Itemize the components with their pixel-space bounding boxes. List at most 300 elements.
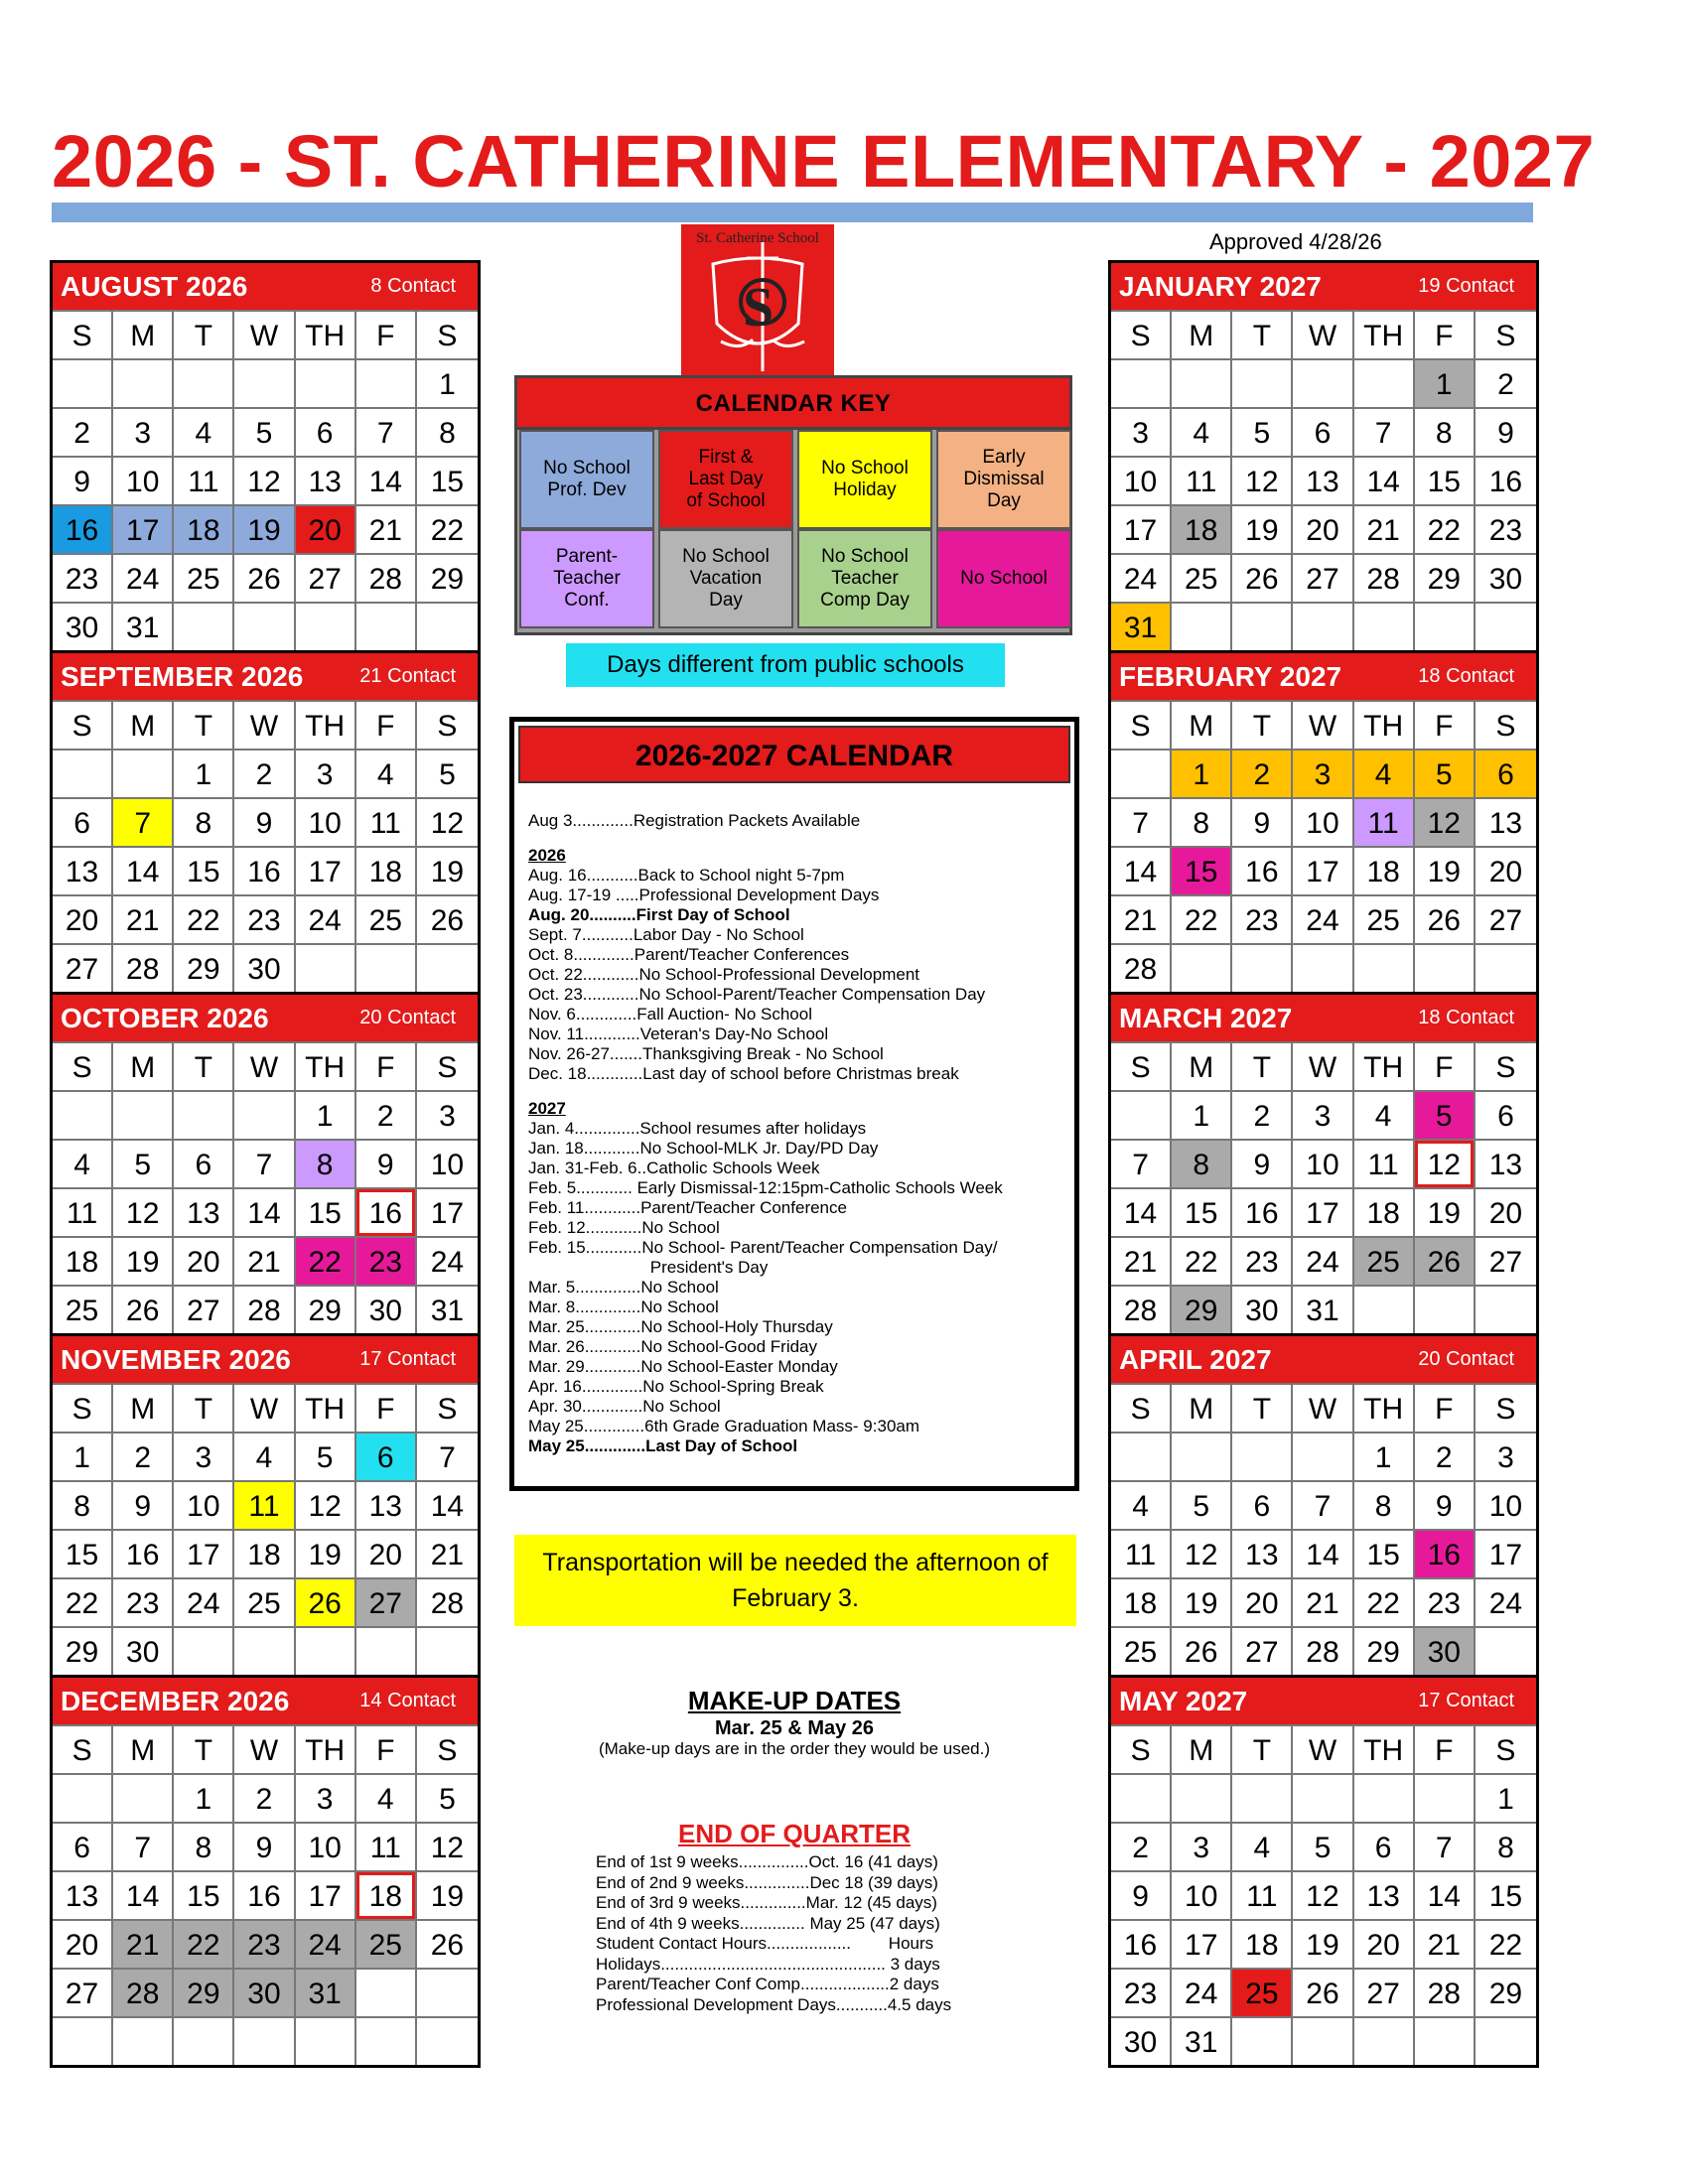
day-cell[interactable]: 21 [1111,1236,1172,1285]
day-cell[interactable]: 3 [1476,1432,1536,1480]
day-cell[interactable]: 16 [234,1870,295,1919]
day-cell[interactable]: 12 [1415,1139,1476,1187]
day-cell[interactable]: 8 [296,1139,356,1187]
day-cell[interactable]: 27 [53,1968,113,2016]
day-cell[interactable]: 13 [1476,797,1536,846]
day-cell[interactable]: 5 [1415,749,1476,797]
day-cell[interactable]: 14 [234,1187,295,1236]
day-cell[interactable]: 24 [1111,553,1172,602]
day-cell[interactable]: 16 [1111,1919,1172,1968]
day-cell[interactable]: 9 [53,456,113,504]
day-cell[interactable]: 19 [234,504,295,553]
day-cell[interactable]: 28 [1293,1626,1353,1675]
day-cell[interactable]: 29 [1415,553,1476,602]
day-cell[interactable]: 21 [1293,1577,1353,1626]
day-cell[interactable]: 13 [1293,456,1353,504]
day-cell[interactable]: 8 [1354,1480,1415,1529]
day-cell[interactable]: 15 [174,846,234,894]
day-cell[interactable]: 20 [1476,846,1536,894]
day-cell[interactable]: 20 [1354,1919,1415,1968]
day-cell[interactable]: 21 [113,894,174,943]
day-cell[interactable]: 8 [1476,1822,1536,1870]
day-cell[interactable]: 16 [113,1529,174,1577]
day-cell[interactable]: 27 [296,553,356,602]
day-cell[interactable]: 29 [296,1285,356,1333]
day-cell[interactable]: 11 [1354,797,1415,846]
day-cell[interactable]: 11 [1172,456,1232,504]
day-cell[interactable]: 29 [1354,1626,1415,1675]
day-cell[interactable]: 17 [296,1870,356,1919]
day-cell[interactable]: 18 [1354,846,1415,894]
day-cell[interactable]: 8 [53,1480,113,1529]
day-cell[interactable]: 29 [174,1968,234,2016]
day-cell[interactable]: 31 [296,1968,356,2016]
day-cell[interactable]: 21 [1111,894,1172,943]
day-cell[interactable]: 13 [53,1870,113,1919]
day-cell[interactable]: 15 [1476,1870,1536,1919]
day-cell[interactable]: 31 [113,602,174,650]
day-cell[interactable]: 18 [53,1236,113,1285]
day-cell[interactable]: 9 [1415,1480,1476,1529]
day-cell[interactable]: 22 [296,1236,356,1285]
day-cell[interactable]: 8 [417,407,478,456]
day-cell[interactable]: 27 [1293,553,1353,602]
day-cell[interactable]: 21 [1415,1919,1476,1968]
day-cell[interactable]: 12 [417,797,478,846]
day-cell[interactable]: 22 [1172,1236,1232,1285]
day-cell[interactable]: 21 [113,1919,174,1968]
day-cell[interactable]: 15 [1172,846,1232,894]
day-cell[interactable]: 1 [53,1432,113,1480]
day-cell[interactable]: 25 [234,1577,295,1626]
day-cell[interactable]: 17 [1293,1187,1353,1236]
day-cell[interactable]: 3 [1293,749,1353,797]
day-cell[interactable]: 4 [1111,1480,1172,1529]
day-cell[interactable]: 2 [113,1432,174,1480]
day-cell[interactable]: 15 [296,1187,356,1236]
day-cell[interactable]: 12 [1172,1529,1232,1577]
day-cell[interactable]: 28 [234,1285,295,1333]
day-cell[interactable]: 25 [356,894,417,943]
day-cell[interactable]: 19 [1415,1187,1476,1236]
day-cell[interactable]: 25 [1354,894,1415,943]
day-cell[interactable]: 5 [1415,1090,1476,1139]
day-cell[interactable]: 24 [113,553,174,602]
day-cell[interactable]: 10 [1293,1139,1353,1187]
day-cell[interactable]: 24 [174,1577,234,1626]
day-cell[interactable]: 2 [53,407,113,456]
day-cell[interactable]: 5 [1172,1480,1232,1529]
day-cell[interactable]: 14 [356,456,417,504]
day-cell[interactable]: 7 [1293,1480,1353,1529]
day-cell[interactable]: 9 [113,1480,174,1529]
day-cell[interactable]: 17 [296,846,356,894]
day-cell[interactable]: 10 [174,1480,234,1529]
day-cell[interactable]: 11 [356,797,417,846]
day-cell[interactable]: 30 [113,1626,174,1675]
day-cell[interactable]: 11 [174,456,234,504]
day-cell[interactable]: 17 [1111,504,1172,553]
day-cell[interactable]: 6 [1476,1090,1536,1139]
day-cell[interactable]: 26 [1415,894,1476,943]
day-cell[interactable]: 16 [356,1187,417,1236]
day-cell[interactable]: 18 [1172,504,1232,553]
day-cell[interactable]: 26 [1293,1968,1353,2016]
day-cell[interactable]: 29 [1172,1285,1232,1333]
day-cell[interactable]: 5 [417,1773,478,1822]
day-cell[interactable]: 11 [53,1187,113,1236]
day-cell[interactable]: 21 [356,504,417,553]
day-cell[interactable]: 1 [1476,1773,1536,1822]
day-cell[interactable]: 14 [113,1870,174,1919]
day-cell[interactable]: 30 [234,1968,295,2016]
day-cell[interactable]: 4 [1172,407,1232,456]
day-cell[interactable]: 14 [417,1480,478,1529]
day-cell[interactable]: 28 [1354,553,1415,602]
day-cell[interactable]: 10 [1111,456,1172,504]
day-cell[interactable]: 30 [356,1285,417,1333]
day-cell[interactable]: 6 [1354,1822,1415,1870]
day-cell[interactable]: 28 [1415,1968,1476,2016]
day-cell[interactable]: 8 [1415,407,1476,456]
day-cell[interactable]: 13 [174,1187,234,1236]
day-cell[interactable]: 18 [1232,1919,1293,1968]
day-cell[interactable]: 3 [1293,1090,1353,1139]
day-cell[interactable]: 6 [356,1432,417,1480]
day-cell[interactable]: 17 [113,504,174,553]
day-cell[interactable]: 14 [1293,1529,1353,1577]
day-cell[interactable]: 12 [234,456,295,504]
day-cell[interactable]: 3 [1111,407,1172,456]
day-cell[interactable]: 10 [296,797,356,846]
day-cell[interactable]: 25 [356,1919,417,1968]
day-cell[interactable]: 26 [417,894,478,943]
day-cell[interactable]: 18 [234,1529,295,1577]
day-cell[interactable]: 28 [356,553,417,602]
day-cell[interactable]: 10 [1476,1480,1536,1529]
day-cell[interactable]: 26 [113,1285,174,1333]
day-cell[interactable]: 12 [1415,797,1476,846]
day-cell[interactable]: 23 [356,1236,417,1285]
day-cell[interactable]: 29 [53,1626,113,1675]
day-cell[interactable]: 22 [1476,1919,1536,1968]
day-cell[interactable]: 1 [1354,1432,1415,1480]
day-cell[interactable]: 24 [1476,1577,1536,1626]
day-cell[interactable]: 25 [1111,1626,1172,1675]
day-cell[interactable]: 16 [1232,846,1293,894]
day-cell[interactable]: 4 [174,407,234,456]
day-cell[interactable]: 14 [1415,1870,1476,1919]
day-cell[interactable]: 25 [1172,553,1232,602]
day-cell[interactable]: 30 [1415,1626,1476,1675]
day-cell[interactable]: 17 [417,1187,478,1236]
day-cell[interactable]: 19 [1415,846,1476,894]
day-cell[interactable]: 11 [1111,1529,1172,1577]
day-cell[interactable]: 11 [1354,1139,1415,1187]
day-cell[interactable]: 31 [1293,1285,1353,1333]
day-cell[interactable]: 12 [1232,456,1293,504]
day-cell[interactable]: 4 [1354,1090,1415,1139]
day-cell[interactable]: 23 [1415,1577,1476,1626]
day-cell[interactable]: 18 [356,846,417,894]
day-cell[interactable]: 30 [1111,2016,1172,2065]
day-cell[interactable]: 19 [113,1236,174,1285]
day-cell[interactable]: 8 [1172,1139,1232,1187]
day-cell[interactable]: 17 [174,1529,234,1577]
day-cell[interactable]: 18 [1111,1577,1172,1626]
day-cell[interactable]: 16 [53,504,113,553]
day-cell[interactable]: 6 [296,407,356,456]
day-cell[interactable]: 25 [1232,1968,1293,2016]
day-cell[interactable]: 9 [1111,1870,1172,1919]
day-cell[interactable]: 13 [356,1480,417,1529]
day-cell[interactable]: 15 [53,1529,113,1577]
day-cell[interactable]: 7 [1354,407,1415,456]
day-cell[interactable]: 26 [417,1919,478,1968]
day-cell[interactable]: 29 [1476,1968,1536,2016]
day-cell[interactable]: 23 [1232,1236,1293,1285]
day-cell[interactable]: 20 [356,1529,417,1577]
day-cell[interactable]: 22 [1172,894,1232,943]
day-cell[interactable]: 23 [1232,894,1293,943]
day-cell[interactable]: 23 [234,894,295,943]
day-cell[interactable]: 20 [296,504,356,553]
day-cell[interactable]: 23 [113,1577,174,1626]
day-cell[interactable]: 2 [1415,1432,1476,1480]
day-cell[interactable]: 19 [417,1870,478,1919]
day-cell[interactable]: 23 [1476,504,1536,553]
day-cell[interactable]: 14 [1111,846,1172,894]
day-cell[interactable]: 27 [174,1285,234,1333]
day-cell[interactable]: 15 [1354,1529,1415,1577]
day-cell[interactable]: 28 [1111,943,1172,992]
day-cell[interactable]: 2 [234,1773,295,1822]
day-cell[interactable]: 1 [1172,749,1232,797]
day-cell[interactable]: 11 [356,1822,417,1870]
day-cell[interactable]: 18 [174,504,234,553]
day-cell[interactable]: 25 [174,553,234,602]
day-cell[interactable]: 7 [1111,1139,1172,1187]
day-cell[interactable]: 2 [1232,749,1293,797]
day-cell[interactable]: 5 [234,407,295,456]
day-cell[interactable]: 26 [1415,1236,1476,1285]
day-cell[interactable]: 31 [417,1285,478,1333]
day-cell[interactable]: 15 [174,1870,234,1919]
day-cell[interactable]: 26 [1232,553,1293,602]
day-cell[interactable]: 16 [1232,1187,1293,1236]
day-cell[interactable]: 20 [53,894,113,943]
day-cell[interactable]: 1 [417,358,478,407]
day-cell[interactable]: 17 [1293,846,1353,894]
day-cell[interactable]: 27 [356,1577,417,1626]
day-cell[interactable]: 16 [234,846,295,894]
day-cell[interactable]: 31 [1111,602,1172,650]
day-cell[interactable]: 9 [1232,797,1293,846]
day-cell[interactable]: 23 [53,553,113,602]
day-cell[interactable]: 7 [356,407,417,456]
day-cell[interactable]: 19 [417,846,478,894]
day-cell[interactable]: 6 [174,1139,234,1187]
day-cell[interactable]: 26 [296,1577,356,1626]
day-cell[interactable]: 17 [1172,1919,1232,1968]
day-cell[interactable]: 20 [1232,1577,1293,1626]
day-cell[interactable]: 22 [174,894,234,943]
day-cell[interactable]: 7 [234,1139,295,1187]
day-cell[interactable]: 18 [1354,1187,1415,1236]
day-cell[interactable]: 1 [174,749,234,797]
day-cell[interactable]: 24 [296,894,356,943]
day-cell[interactable]: 6 [53,797,113,846]
day-cell[interactable]: 2 [1476,358,1536,407]
day-cell[interactable]: 3 [417,1090,478,1139]
day-cell[interactable]: 6 [1232,1480,1293,1529]
day-cell[interactable]: 18 [356,1870,417,1919]
day-cell[interactable]: 1 [1415,358,1476,407]
day-cell[interactable]: 22 [417,504,478,553]
day-cell[interactable]: 24 [417,1236,478,1285]
day-cell[interactable]: 4 [53,1139,113,1187]
day-cell[interactable]: 7 [417,1432,478,1480]
day-cell[interactable]: 27 [1354,1968,1415,2016]
day-cell[interactable]: 17 [1476,1529,1536,1577]
day-cell[interactable]: 24 [1293,1236,1353,1285]
day-cell[interactable]: 10 [1172,1870,1232,1919]
day-cell[interactable]: 20 [53,1919,113,1968]
day-cell[interactable]: 21 [234,1236,295,1285]
day-cell[interactable]: 24 [296,1919,356,1968]
day-cell[interactable]: 9 [234,1822,295,1870]
day-cell[interactable]: 26 [1172,1626,1232,1675]
day-cell[interactable]: 12 [417,1822,478,1870]
day-cell[interactable]: 24 [1172,1968,1232,2016]
day-cell[interactable]: 9 [234,797,295,846]
day-cell[interactable]: 20 [1293,504,1353,553]
day-cell[interactable]: 10 [113,456,174,504]
day-cell[interactable]: 5 [1232,407,1293,456]
day-cell[interactable]: 13 [296,456,356,504]
day-cell[interactable]: 20 [174,1236,234,1285]
day-cell[interactable]: 15 [1415,456,1476,504]
day-cell[interactable]: 19 [1172,1577,1232,1626]
day-cell[interactable]: 23 [1111,1968,1172,2016]
day-cell[interactable]: 21 [417,1529,478,1577]
day-cell[interactable]: 3 [174,1432,234,1480]
day-cell[interactable]: 2 [234,749,295,797]
day-cell[interactable]: 14 [1354,456,1415,504]
day-cell[interactable]: 11 [234,1480,295,1529]
day-cell[interactable]: 12 [1293,1870,1353,1919]
day-cell[interactable]: 11 [1232,1870,1293,1919]
day-cell[interactable]: 4 [1232,1822,1293,1870]
day-cell[interactable]: 9 [1232,1139,1293,1187]
day-cell[interactable]: 22 [53,1577,113,1626]
day-cell[interactable]: 9 [1476,407,1536,456]
day-cell[interactable]: 30 [53,602,113,650]
day-cell[interactable]: 10 [1293,797,1353,846]
day-cell[interactable]: 4 [1354,749,1415,797]
day-cell[interactable]: 4 [356,1773,417,1822]
day-cell[interactable]: 27 [1232,1626,1293,1675]
day-cell[interactable]: 14 [113,846,174,894]
day-cell[interactable]: 20 [1476,1187,1536,1236]
day-cell[interactable]: 28 [113,1968,174,2016]
day-cell[interactable]: 7 [113,1822,174,1870]
day-cell[interactable]: 5 [113,1139,174,1187]
day-cell[interactable]: 5 [1293,1822,1353,1870]
day-cell[interactable]: 2 [1232,1090,1293,1139]
day-cell[interactable]: 19 [1293,1919,1353,1968]
day-cell[interactable]: 2 [356,1090,417,1139]
day-cell[interactable]: 22 [1354,1577,1415,1626]
day-cell[interactable]: 28 [417,1577,478,1626]
day-cell[interactable]: 3 [1172,1822,1232,1870]
day-cell[interactable]: 3 [113,407,174,456]
day-cell[interactable]: 29 [174,943,234,992]
day-cell[interactable]: 14 [1111,1187,1172,1236]
day-cell[interactable]: 28 [113,943,174,992]
day-cell[interactable]: 5 [296,1432,356,1480]
day-cell[interactable]: 13 [1232,1529,1293,1577]
day-cell[interactable]: 27 [1476,1236,1536,1285]
day-cell[interactable]: 7 [113,797,174,846]
day-cell[interactable]: 15 [1172,1187,1232,1236]
day-cell[interactable]: 24 [1293,894,1353,943]
day-cell[interactable]: 21 [1354,504,1415,553]
day-cell[interactable]: 22 [1415,504,1476,553]
day-cell[interactable]: 16 [1476,456,1536,504]
day-cell[interactable]: 8 [174,797,234,846]
day-cell[interactable]: 15 [417,456,478,504]
day-cell[interactable]: 4 [356,749,417,797]
day-cell[interactable]: 1 [296,1090,356,1139]
day-cell[interactable]: 22 [174,1919,234,1968]
day-cell[interactable]: 5 [417,749,478,797]
day-cell[interactable]: 27 [53,943,113,992]
day-cell[interactable]: 30 [1232,1285,1293,1333]
day-cell[interactable]: 23 [234,1919,295,1968]
day-cell[interactable]: 28 [1111,1285,1172,1333]
day-cell[interactable]: 12 [296,1480,356,1529]
day-cell[interactable]: 6 [1476,749,1536,797]
day-cell[interactable]: 25 [53,1285,113,1333]
day-cell[interactable]: 26 [234,553,295,602]
day-cell[interactable]: 6 [1293,407,1353,456]
day-cell[interactable]: 19 [296,1529,356,1577]
day-cell[interactable]: 12 [113,1187,174,1236]
day-cell[interactable]: 8 [174,1822,234,1870]
day-cell[interactable]: 13 [1476,1139,1536,1187]
day-cell[interactable]: 1 [1172,1090,1232,1139]
day-cell[interactable]: 7 [1111,797,1172,846]
day-cell[interactable]: 16 [1415,1529,1476,1577]
day-cell[interactable]: 10 [417,1139,478,1187]
day-cell[interactable]: 10 [296,1822,356,1870]
day-cell[interactable]: 2 [1111,1822,1172,1870]
day-cell[interactable]: 3 [296,749,356,797]
day-cell[interactable]: 1 [174,1773,234,1822]
day-cell[interactable]: 30 [1476,553,1536,602]
day-cell[interactable]: 6 [53,1822,113,1870]
day-cell[interactable]: 3 [296,1773,356,1822]
day-cell[interactable]: 29 [417,553,478,602]
day-cell[interactable]: 9 [356,1139,417,1187]
day-cell[interactable]: 8 [1172,797,1232,846]
day-cell[interactable]: 13 [1354,1870,1415,1919]
day-cell[interactable]: 7 [1415,1822,1476,1870]
day-cell[interactable]: 30 [234,943,295,992]
day-cell[interactable]: 25 [1354,1236,1415,1285]
day-cell[interactable]: 27 [1476,894,1536,943]
